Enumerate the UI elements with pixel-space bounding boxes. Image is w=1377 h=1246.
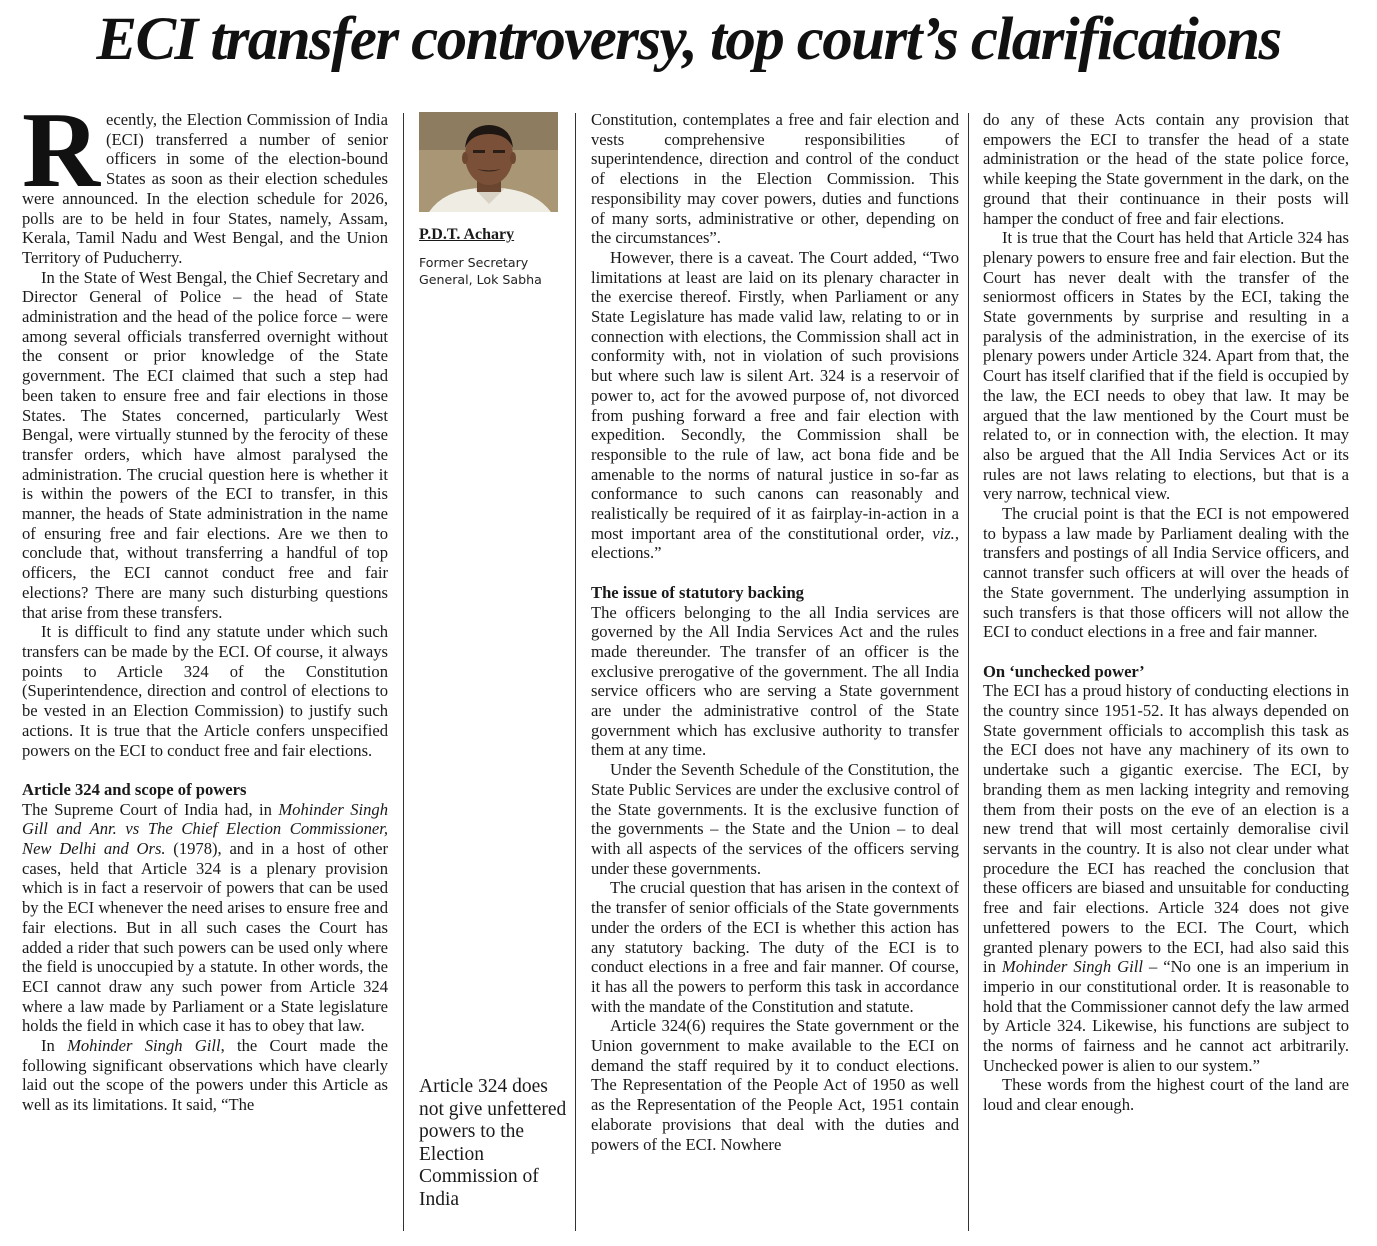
italic-term: viz. <box>932 523 955 543</box>
paragraph-text: In <box>41 1036 68 1056</box>
paragraph: It is difficult to find any statute under which such transfers can be made by the ECI. Of course, it always points to Article 324 of the Constitution (Superintendence, direction and control of elections to be vested in an Election Commission) to justify such actions. It is true that the Article confers unspecified powers on the ECI to conduct free and fair elections. <box>22 622 388 760</box>
author-name: P.D.T. Achary <box>419 226 515 243</box>
article-column-1 <box>22 110 388 1240</box>
section-heading: The issue of statutory backing <box>591 582 804 602</box>
paragraph <box>983 681 1349 1075</box>
paragraph-text: The Supreme Court of India had, in <box>22 799 279 819</box>
case-citation: Mohinder Singh Gill <box>1001 957 1143 977</box>
paragraph <box>22 1036 388 1115</box>
author-portrait-icon <box>419 112 558 212</box>
article-column-3 <box>983 110 1349 1240</box>
pull-quote: Article 324 does not give unfettered powers to the Election Commission of India <box>419 1076 567 1210</box>
paragraph-text: – “No one is an imperium in imperio in our constitutional order. It is reasonable to hold that the Commissioner cannot defy the law armed by Article 324. Likewise, his functions are subject to the norms of fairness and he cannot act arbitrarily. Unchecked power is alien to our system.” <box>983 957 1349 1075</box>
author-photo <box>419 112 558 212</box>
paragraph: do any of these Acts contain any provision that empowers the ECI to transfer the head of a state administration or the head of the state police force, while keeping the State government in the dark, on the ground that their continuance in their posts will hamper the conduct of free and fair elections. <box>983 110 1349 228</box>
paragraph: Article 324(6) requires the State government or the Union government to make available to the ECI on demand the staff required by it to conduct elections. The Representation of the People Act of 1950 as well as the Representation of the People Act, 1951 contain elaborate provisions that deal with the duties and powers of the ECI. Nowhere <box>591 1016 959 1154</box>
column-divider <box>968 113 969 1231</box>
paragraph-text: However, there is a caveat. The Court added, “Two limitations at least are laid on its plenary character in the exercise thereof. Firstly, when Parliament or any State Legislature has made valid law, relating to or in connection with elections, the Commission shall act in conformity with, not in violation of such provisions but where such law is silent Art. 324 is a reservoir of power to, act for the avowed purpose of, not divorced from pushing forward a free and fair election with expedition. Secondly, the Commission shall be responsible to the rule of law, act bona fide and be amenable to the norms of natural justice in so-far as conformance to such canons can reasonably and realistically be required of it as fairplay-in-action in a most important area of the constitutional order, <box>591 247 959 543</box>
paragraph-text: ecently, the Election Commission of India (ECI) transferred a number of senior officers in some of the election-bound States as soon as their election schedules were announced. In the election schedule for 2026, polls are to be held in four States, namely, Assam, Kerala, Tamil Nadu and West Bengal, and the Union Territory of Puducherry. <box>22 110 388 267</box>
paragraph-text: , the Court made the following significant observations which have clearly laid out the scope of the powers under this Article as well as its limitations. It said, “The <box>22 1036 388 1115</box>
case-citation: Mohinder Singh Gill and Anr. vs The Chief Election Commissioner, New Delhi and Ors. <box>22 799 388 858</box>
paragraph: Constitution, contemplates a free and fair election and vests comprehensive responsibilities of superintendence, direction and control of the conduct of elections in the Election Commission. This responsibility may cover powers, duties and functions of many sorts, administrative or other, depending on the circumstances”. <box>591 110 959 248</box>
headline: ECI transfer controversy, top court’s clarifications <box>96 6 1281 73</box>
article-column-2 <box>591 110 959 1240</box>
author-role: Former Secretary General, Lok Sabha <box>419 255 542 287</box>
paragraph <box>591 248 959 563</box>
paragraph <box>22 110 388 268</box>
paragraph <box>22 800 388 1036</box>
case-citation: Mohinder Singh Gill <box>67 1036 221 1056</box>
paragraph: In the State of West Bengal, the Chief Secretary and Director General of Police – the head of State administration and the head of the police force – were among several officials transferred overnight without the consent or prior knowledge of the State government. The ECI claimed that such a step had been taken to ensure free and fair elections in those States. The States concerned, particularly West Bengal, were virtually stunned by the ferocity of these transfer orders, which have almost paralysed the administration. The crucial question here is whether it is within the powers of the ECI to transfer, in this manner, the heads of State administration in the name of ensuring free and fair elections. Are we then to conclude that, without transferring a handful of top officers, the ECI cannot conduct free and fair elections? There are many such disturbing questions that arise from these transfers. <box>22 267 388 622</box>
paragraph: These words from the highest court of the land are loud and clear enough. <box>983 1075 1349 1115</box>
drop-cap: R <box>22 110 100 210</box>
section-heading: Article 324 and scope of powers <box>22 779 247 799</box>
paragraph: Under the Seventh Schedule of the Constitution, the State Public Services are under the exclusive control of the State governments. It is the exclusive function of the governments – the State and the Union – to deal with all aspects of the services of the officers serving under these governments. <box>591 760 959 878</box>
paragraph-text: (1978), and in a host of other cases, held that Article 324 is a plenary provision which is in fact a reservoir of powers that can be used by the ECI whenever the need arises to ensure free and fair elections. But in all such cases the Court has added a rider that such powers can be used only where the field is unoccupied by a statute. In other words, the ECI cannot draw any such power from Article 324 where a law made by Parliament or a State legislature holds the field in which case it has to obey that law. <box>22 839 388 1036</box>
paragraph: The crucial question that has arisen in the context of the transfer of senior officials of the State governments under the orders of the ECI is whether this action has any statutory backing. The duty of the ECI is to conduct elections in a free and fair manner. Of course, it has all the powers to perform this task in accordance with the mandate of the Constitution and statute. <box>591 878 959 1016</box>
paragraph: It is true that the Court has held that Article 324 has plenary powers to ensure free and fair election. But the Court has never dealt with the transfer of the seniormost officers in States by the ECI, taking the State governments by surprise and resulting in a paralysis of the administration, in the exercise of its plenary powers under Article 324. Apart from that, the Court has itself clarified that if the field is occupied by the law, the ECI needs to obey that law. It may be argued that the law mentioned by the Court must be related to, or in connection with, the election. It may also be argued that the All India Services Act or its rules are not laws relating to elections, but that is a very narrow, technical view. <box>983 228 1349 504</box>
column-divider <box>575 113 576 1231</box>
paragraph-text: , elections.” <box>591 523 959 563</box>
section-heading: On ‘unchecked power’ <box>983 661 1145 681</box>
paragraph: The crucial point is that the ECI is not empowered to bypass a law made by Parliament dealing with the transfers and postings of all India Service officers, and cannot transfer such officers at will over the heads of the State government. The underlying assumption in such transfers is that those officers will not allow the ECI to conduct elections in a free and fair manner. <box>983 504 1349 642</box>
paragraph-text: The ECI has a proud history of conducting elections in the country since 1951-52. It has always depended on State government officials to accomplish this task as the ECI does not have any machinery of its own to undertake such a gigantic exercise. The ECI, by branding them as men lacking integrity and removing them from their posts on the eve of an election is a new trend that will most certainly demoralise civil servants in the country. It is also not clear under what procedure the ECI has reached the conclusion that these officers are biased and unsuitable for conducting free and fair elections. Article 324 does not give unfettered powers to the ECI. The Court, which granted plenary powers to the ECI, had also said this in <box>983 681 1349 977</box>
column-divider <box>403 113 404 1231</box>
paragraph: The officers belonging to the all India services are governed by the All India Services Act and the rules made thereunder. The transfer of an officer is the exclusive prerogative of the government. The all India service officers who are serving a State government are under the administrative control of the State government which has exclusive authority to transfer them at any time. <box>591 602 959 760</box>
author-box <box>419 112 559 288</box>
